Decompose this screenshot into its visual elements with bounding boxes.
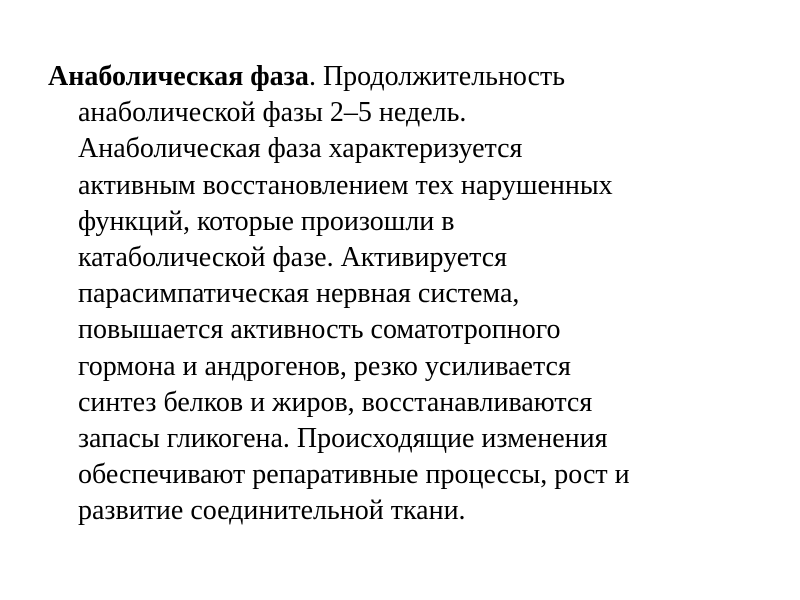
text-line-8: повышается активность соматотропного	[78, 314, 561, 346]
text-line-2: анаболической фазы 2–5 недель.	[78, 97, 467, 129]
text-line-1	[48, 59, 748, 95]
bold-term: Анаболическая фаза	[48, 61, 309, 92]
text-line-13: развитие соединительной ткани.	[78, 495, 466, 527]
text-line-3: Анаболическая фаза характеризуется	[78, 133, 523, 165]
text-line-6: катаболической фазе. Активируется	[78, 242, 508, 274]
text-line-7: парасимпатическая нервная система,	[78, 278, 520, 310]
text-line-11: запасы гликогена. Происходящие изменения	[78, 423, 608, 455]
body-paragraph	[48, 59, 748, 530]
text-line-9: гормона и андрогенов, резко усиливается	[78, 350, 571, 382]
text-line-10: синтез белков и жиров, восстанавливаются	[78, 386, 593, 418]
text-line-5: функций, которые произошли в	[78, 205, 455, 237]
text-line-12: обеспечивают репаративные процессы, рост и	[78, 459, 630, 491]
text-line-4: активным восстановлением тех нарушенных	[78, 169, 613, 201]
text-line-1-rest: . Продолжительность	[308, 61, 566, 92]
